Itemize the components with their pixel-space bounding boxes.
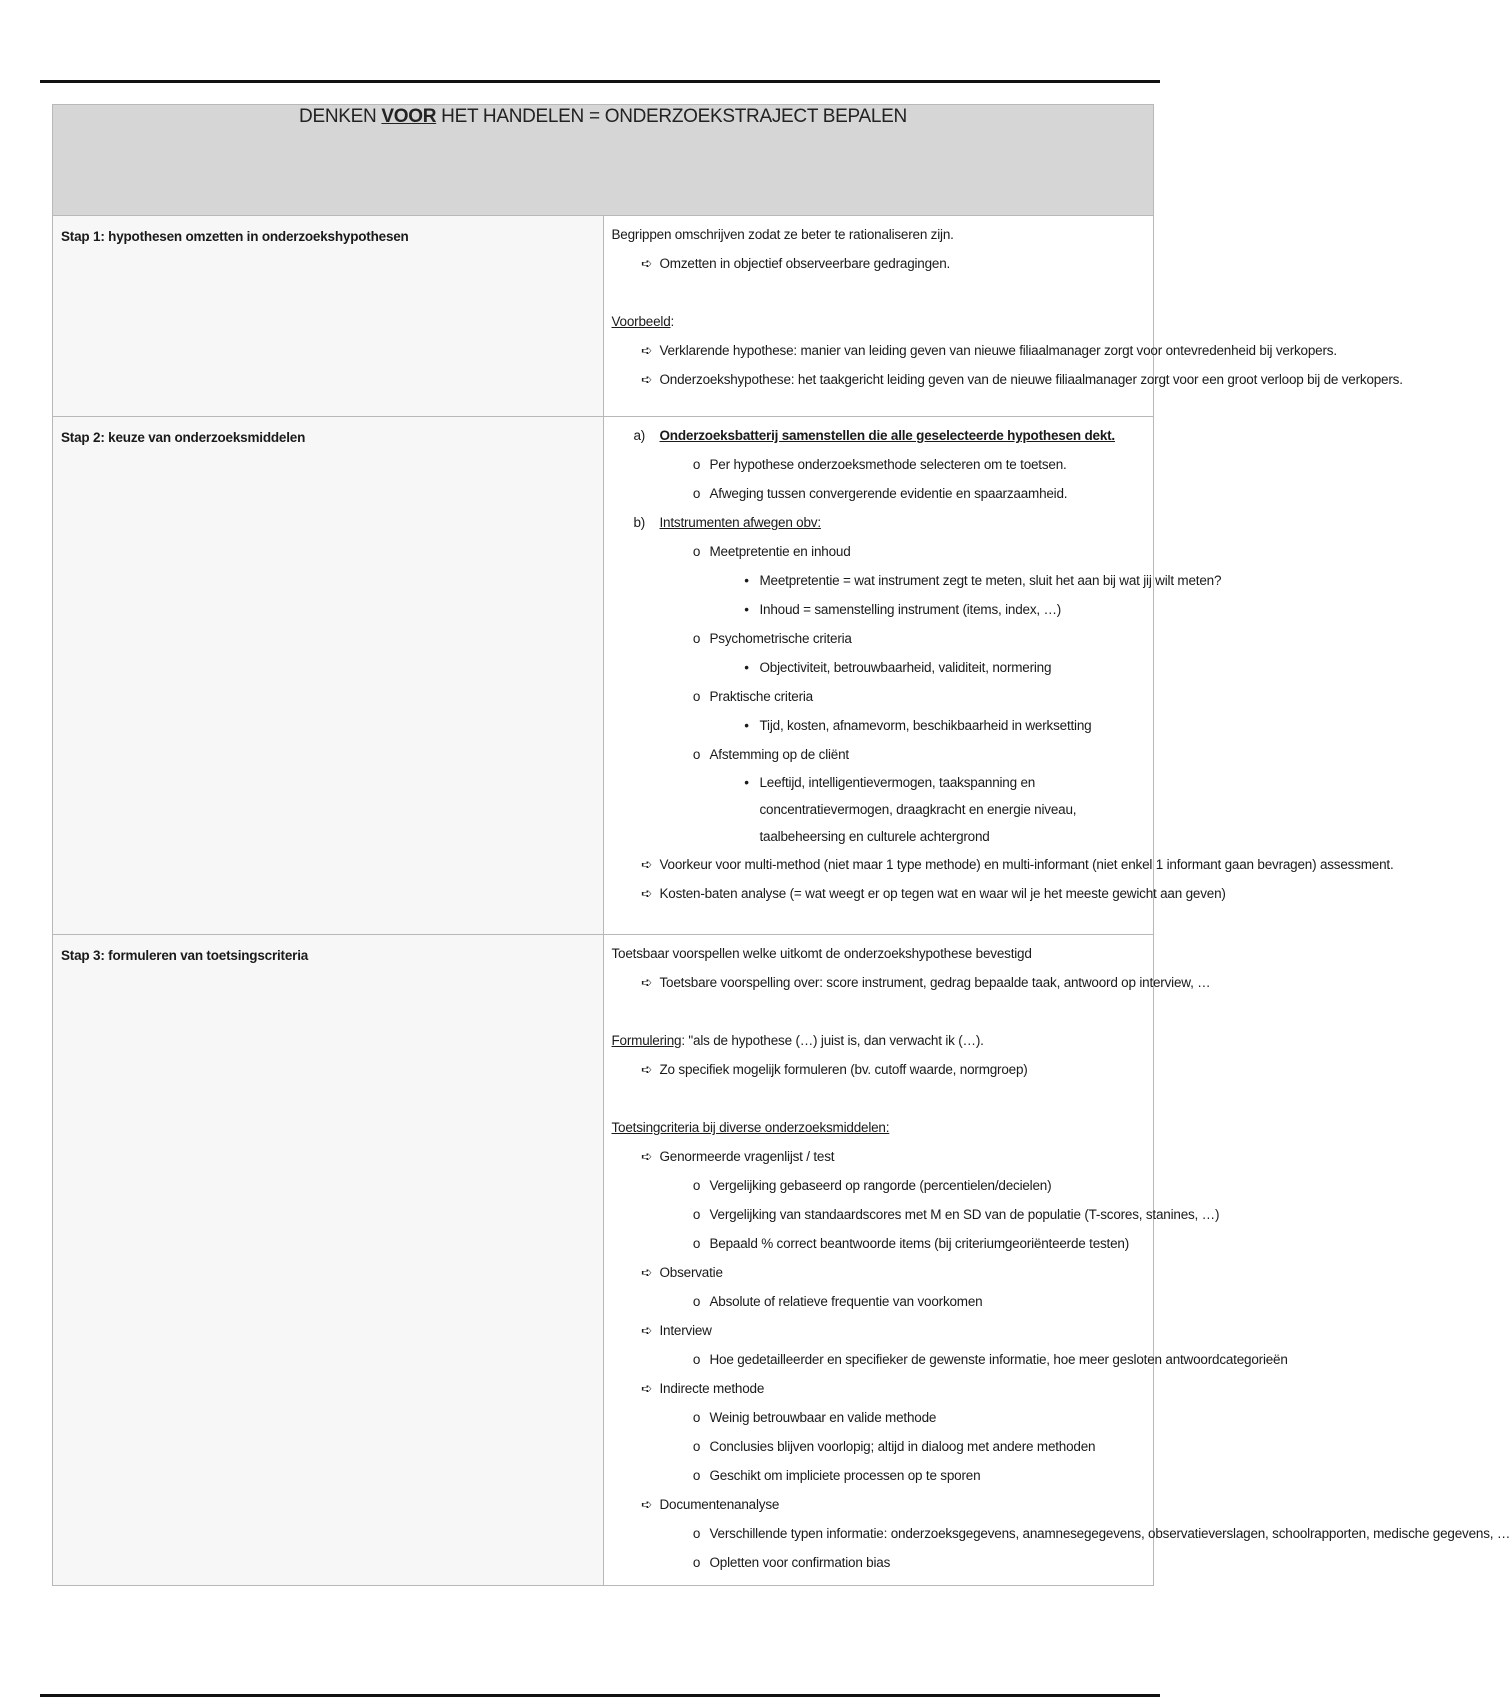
- bullet-item: • Objectiviteit, betrouwbaarheid, validiteit, normering: [612, 653, 1146, 682]
- arrow-item: ➪ Interview: [612, 1316, 1146, 1345]
- circle-item: o Psychometrische criteria: [612, 624, 1146, 653]
- circle-bullet-icon: o: [692, 1410, 701, 1425]
- step-2-label: Stap 2: keuze van onderzoeksmiddelen: [53, 417, 604, 935]
- arrow-icon: ➪: [640, 1497, 653, 1512]
- circle-bullet-icon: o: [692, 544, 701, 559]
- step-3-row: [53, 935, 1154, 1586]
- document-table: [52, 104, 1510, 1586]
- circle-bullet-icon: o: [692, 1468, 701, 1483]
- arrow-icon: ➪: [640, 1323, 653, 1338]
- arrow-item: ➪ Genormeerde vragenlijst / test: [612, 1142, 1146, 1171]
- page-title: DENKEN VOOR HET HANDELEN = ONDERZOEKSTRAJECT BEPALEN: [53, 105, 1154, 216]
- bullet-icon: •: [744, 718, 749, 733]
- circle-item: o Verschillende typen informatie: onderzoeksgegevens, anamnesegegevens, observatieverslagen, schoolrapporten, medische gegevens, …: [612, 1519, 1146, 1548]
- step-1-label: Stap 1: hypothesen omzetten in onderzoekshypothesen: [53, 216, 604, 417]
- arrow-icon: ➪: [640, 1149, 653, 1164]
- circle-bullet-icon: o: [692, 1178, 701, 1193]
- arrow-icon: ➪: [640, 975, 653, 990]
- arrow-item: ➪ Indirecte methode: [612, 1374, 1146, 1403]
- circle-bullet-icon: o: [692, 1526, 701, 1541]
- circle-item: o Afstemming op de cliënt: [612, 740, 1146, 769]
- step-1-content: [603, 216, 1403, 417]
- text-line: Begrippen omschrijven zodat ze beter te rationaliseren zijn.: [611, 227, 954, 242]
- bullet-item: • Inhoud = samenstelling instrument (items, index, …): [612, 595, 1146, 624]
- circle-bullet-icon: o: [692, 457, 701, 472]
- circle-item: o Conclusies blijven voorlopig; altijd in dialoog met andere methoden: [612, 1432, 1146, 1461]
- arrow-item: ➪ Documentenanalyse: [612, 1490, 1146, 1519]
- circle-item: o Meetpretentie en inhoud: [612, 537, 1146, 566]
- arrow-icon: ➪: [640, 1381, 653, 1396]
- bullet-icon: •: [744, 602, 749, 617]
- list-item-a: a) Onderzoeksbatterij samenstellen die alle geselecteerde hypothesen dekt.: [633, 428, 1115, 443]
- circle-item: o Per hypothese onderzoeksmethode selecteren om te toetsen.: [612, 450, 1146, 479]
- list-item-b: b) Intstrumenten afwegen obv:: [633, 515, 821, 530]
- bullet-icon: •: [744, 573, 749, 588]
- circle-item: o Opletten voor confirmation bias: [612, 1548, 1146, 1577]
- arrow-icon: ➪: [640, 886, 653, 901]
- circle-bullet-icon: o: [692, 1352, 701, 1367]
- circle-bullet-icon: o: [692, 689, 701, 704]
- arrow-item: ➪ Verklarende hypothese: manier van leiding geven van nieuwe filiaalmanager zorgt voor ontevredenheid bij verkopers.: [612, 336, 1146, 365]
- title-row: [53, 105, 1154, 216]
- step-3-label: Stap 3: formuleren van toetsingscriteria: [53, 935, 604, 1586]
- arrow-icon: ➪: [640, 256, 653, 271]
- bullet-icon: •: [744, 660, 749, 675]
- arrow-item: ➪ Voorkeur voor multi-method (niet maar 1 type methode) en multi-informant (niet enkel 1 informant gaan bevragen) assessment.: [612, 850, 1146, 879]
- circle-bullet-icon: o: [692, 486, 701, 501]
- criteria-heading: Toetsingcriteria bij diverse onderzoeksmiddelen:: [611, 1120, 890, 1135]
- step-2-row: [53, 417, 1154, 935]
- arrow-item: ➪ Omzetten in objectief observeerbare gedragingen.: [612, 249, 1146, 278]
- circle-item: o Weinig betrouwbaar en valide methode: [612, 1403, 1146, 1432]
- arrow-icon: ➪: [640, 372, 653, 387]
- arrow-icon: ➪: [640, 857, 653, 872]
- bullet-item: • Tijd, kosten, afnamevorm, beschikbaarheid in werksetting: [612, 711, 1146, 740]
- arrow-item: ➪ Zo specifiek mogelijk formuleren (bv. cutoff waarde, normgroep): [612, 1055, 1146, 1084]
- example-heading: Voorbeeld :: [611, 314, 675, 329]
- step-2-content: [603, 417, 1394, 935]
- circle-item: o Vergelijking gebaseerd op rangorde (percentielen/decielen): [612, 1171, 1146, 1200]
- bullet-icon: •: [744, 775, 749, 790]
- circle-item: o Afweging tussen convergerende evidentie en spaarzaamheid.: [612, 479, 1146, 508]
- circle-bullet-icon: o: [692, 631, 701, 646]
- bullet-item: • Meetpretentie = wat instrument zegt te meten, sluit het aan bij wat jij wilt meten?: [612, 566, 1146, 595]
- circle-bullet-icon: o: [692, 747, 701, 762]
- circle-bullet-icon: o: [692, 1207, 701, 1222]
- circle-item: o Praktische criteria: [612, 682, 1146, 711]
- arrow-icon: ➪: [640, 343, 653, 358]
- circle-item: o Geschikt om impliciete processen op te sporen: [612, 1461, 1146, 1490]
- arrow-item: ➪ Kosten-baten analyse (= wat weegt er op tegen wat en waar wil je het meeste gewicht aan geven): [612, 879, 1146, 908]
- formulation-line: Formulering : "als de hypothese (…) juist is, dan verwacht ik (…).: [611, 1033, 984, 1048]
- circle-item: o Vergelijking van standaardscores met M en SD van de populatie (T-scores, stanines, …): [612, 1200, 1146, 1229]
- circle-item: o Absolute of relatieve frequentie van voorkomen: [612, 1287, 1146, 1316]
- arrow-item: ➪ Observatie: [612, 1258, 1146, 1287]
- step-1-row: [53, 216, 1154, 417]
- arrow-item: ➪ Onderzoekshypothese: het taakgericht leiding geven van de nieuwe filiaalmanager zorgt voor een groot verloop bij de verkopers.: [612, 365, 1146, 394]
- title-emphasis: VOOR: [381, 106, 437, 127]
- bottom-rule: [40, 1694, 1160, 1697]
- bullet-item: • Leeftijd, intelligentievermogen, taakspanning en concentratievermogen, draagkracht en energie niveau, taalbeheersing en culturele achtergrond: [612, 769, 1146, 850]
- circle-bullet-icon: o: [692, 1555, 701, 1570]
- circle-bullet-icon: o: [692, 1294, 701, 1309]
- arrow-icon: ➪: [640, 1062, 653, 1077]
- circle-item: o Hoe gedetailleerder en specifieker de gewenste informatie, hoe meer gesloten antwoordcategorieën: [612, 1345, 1146, 1374]
- top-rule: [40, 80, 1160, 83]
- text-line: Toetsbaar voorspellen welke uitkomt de onderzoekshypothese bevestigd: [611, 946, 1032, 961]
- arrow-item: ➪ Toetsbare voorspelling over: score instrument, gedrag bepaalde taak, antwoord op interview, …: [612, 968, 1146, 997]
- arrow-icon: ➪: [640, 1265, 653, 1280]
- circle-bullet-icon: o: [692, 1439, 701, 1454]
- step-3-content: [603, 935, 1510, 1586]
- circle-bullet-icon: o: [692, 1236, 701, 1251]
- circle-item: o Bepaald % correct beantwoorde items (bij criteriumgeoriënteerde testen): [612, 1229, 1146, 1258]
